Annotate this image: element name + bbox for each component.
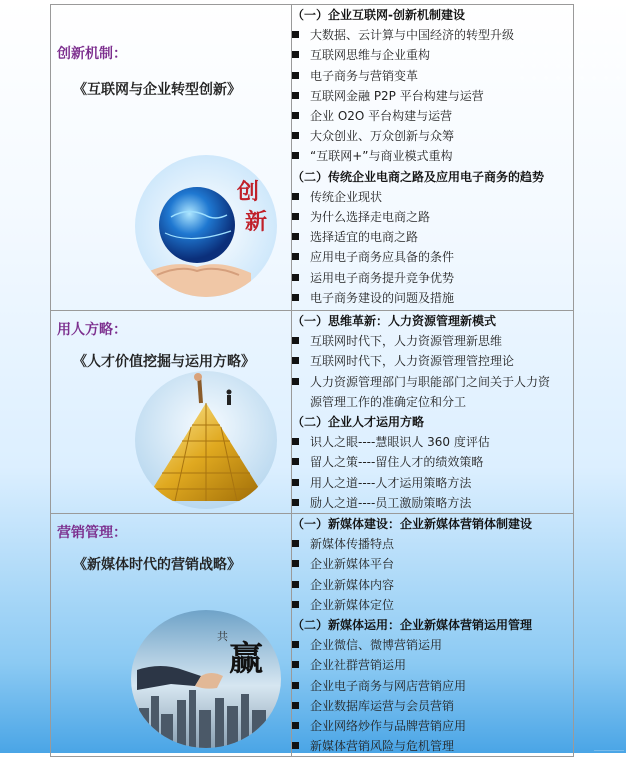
bullet-square-icon (292, 581, 299, 588)
module-row-talent (51, 311, 574, 514)
bullet-square-icon (292, 540, 299, 547)
bullet-square-icon (292, 112, 299, 119)
list-item: 应用电子商务应具备的条件 (292, 247, 573, 267)
bullet-square-icon (292, 560, 299, 567)
bullet-square-icon (292, 253, 299, 260)
module-content-cell (292, 311, 574, 514)
module-subtitle: 《新媒体时代的营销战略》 (73, 557, 241, 574)
list-item: 互联网时代下，人力资源管理新思维 (292, 331, 573, 351)
section-heading: （二）传统企业电商之路及应用电子商务的趋势 (292, 169, 545, 184)
list-item: 新媒体营销风险与危机管理 (292, 736, 573, 756)
section-heading: （一）思维革新：人力资源管理新模式 (292, 314, 497, 328)
watermark-line (594, 736, 624, 751)
list-item: 大数据、云计算与中国经济的转型升级 (292, 25, 573, 45)
list-item: 企业 O2O 平台构建与运营 (292, 106, 573, 126)
innovation-globe-image (135, 155, 277, 297)
list-item: 企业电子商务与网店营销应用 (292, 676, 573, 696)
list-item: 大众创业、万众创新与众筹 (292, 126, 573, 146)
bullet-square-icon (292, 722, 299, 729)
list-item: 互联网思维与企业重构 (292, 45, 573, 65)
module-subtitle: 《互联网与企业转型创新》 (73, 82, 241, 98)
list-item: 企业新媒体平台 (292, 554, 573, 574)
bullet-square-icon (292, 51, 299, 58)
list-item: 电子商务与营销变革 (292, 66, 573, 86)
course-table (50, 4, 574, 757)
bullet-square-icon (292, 31, 299, 38)
section-heading: （二）新媒体运用：企业新媒体营销运用管理 (292, 618, 533, 633)
module-title: 用人方略： (57, 322, 127, 338)
marketing-glyph-1: 共 (217, 630, 228, 644)
list-item: 人力资源管理部门与职能部门之间关于人力资源管理工作的准确定位和分工 (292, 372, 560, 412)
list-item: 企业新媒体内容 (292, 575, 573, 595)
list-item: 互联网时代下，人力资源管理管控理论 (292, 351, 573, 371)
module-row-innovation (51, 5, 574, 311)
list-item: 企业社群营销运用 (292, 655, 573, 675)
module-title: 创新机制： (57, 46, 127, 62)
bullet-square-icon (292, 702, 299, 709)
list-item: 用人之道----人才运用策略方法 (292, 473, 573, 493)
module-label-cell (51, 514, 292, 757)
section-heading: （一）企业互联网-创新机制建设 (292, 8, 465, 22)
list-item: 电子商务建设的问题及措施 (292, 288, 573, 308)
bullet-square-icon (292, 193, 299, 200)
gold-pyramid-image (135, 371, 277, 509)
list-item: 选择适宜的电商之路 (292, 227, 573, 247)
bullet-square-icon (292, 499, 299, 506)
section-heading: （一）新媒体建设：企业新媒体营销体制建设 (292, 517, 533, 532)
bullet-square-icon (292, 479, 299, 486)
bullet-square-icon (292, 132, 299, 139)
marketing-glyph-2: 赢 (229, 639, 263, 680)
bullet-square-icon (292, 742, 299, 749)
innovation-glyph-1: 创 (237, 179, 260, 205)
module-title: 营销管理： (57, 525, 127, 542)
bullet-square-icon (292, 92, 299, 99)
list-item: 新媒体传播特点 (292, 534, 573, 554)
list-item: 为什么选择走电商之路 (292, 207, 573, 227)
module-content-cell (292, 514, 574, 757)
bullet-square-icon (292, 458, 299, 465)
bullet-square-icon (292, 274, 299, 281)
list-item: 运用电子商务提升竞争优势 (292, 268, 573, 288)
bullet-square-icon (292, 378, 299, 385)
bullet-square-icon (292, 213, 299, 220)
bullet-square-icon (292, 682, 299, 689)
list-item: 企业数据库运营与会员营销 (292, 696, 573, 716)
list-item: 励人之道----员工激励策略方法 (292, 493, 573, 513)
list-item: 互联网金融 P2P 平台构建与运营 (292, 86, 573, 106)
module-label-cell (51, 311, 292, 514)
bullet-square-icon (292, 233, 299, 240)
module-label-cell (51, 5, 292, 311)
bullet-square-icon (292, 72, 299, 79)
module-subtitle: 《人才价值挖掘与运用方略》 (73, 354, 255, 370)
module-row-marketing (51, 514, 574, 757)
list-item: 传统企业现状 (292, 187, 573, 207)
list-item: “互联网+”与商业模式重构 (292, 146, 573, 166)
innovation-glyph-2: 新 (245, 209, 268, 235)
bullet-square-icon (292, 357, 299, 364)
list-item: 企业微信、微博营销运用 (292, 635, 573, 655)
bullet-square-icon (292, 337, 299, 344)
bullet-square-icon (292, 152, 299, 159)
list-item: 企业新媒体定位 (292, 595, 573, 615)
bullet-square-icon (292, 601, 299, 608)
bullet-square-icon (292, 641, 299, 648)
module-content-cell (292, 5, 574, 311)
handshake-city-image (131, 610, 281, 748)
bullet-square-icon (292, 294, 299, 301)
list-item: 识人之眼----慧眼识人 360 度评估 (292, 432, 573, 452)
bullet-square-icon (292, 661, 299, 668)
bullet-square-icon (292, 438, 299, 445)
list-item: 留人之策----留住人才的绩效策略 (292, 452, 573, 472)
section-heading: （二）企业人才运用方略 (292, 415, 425, 430)
list-item: 企业网络炒作与品牌营销应用 (292, 716, 573, 736)
